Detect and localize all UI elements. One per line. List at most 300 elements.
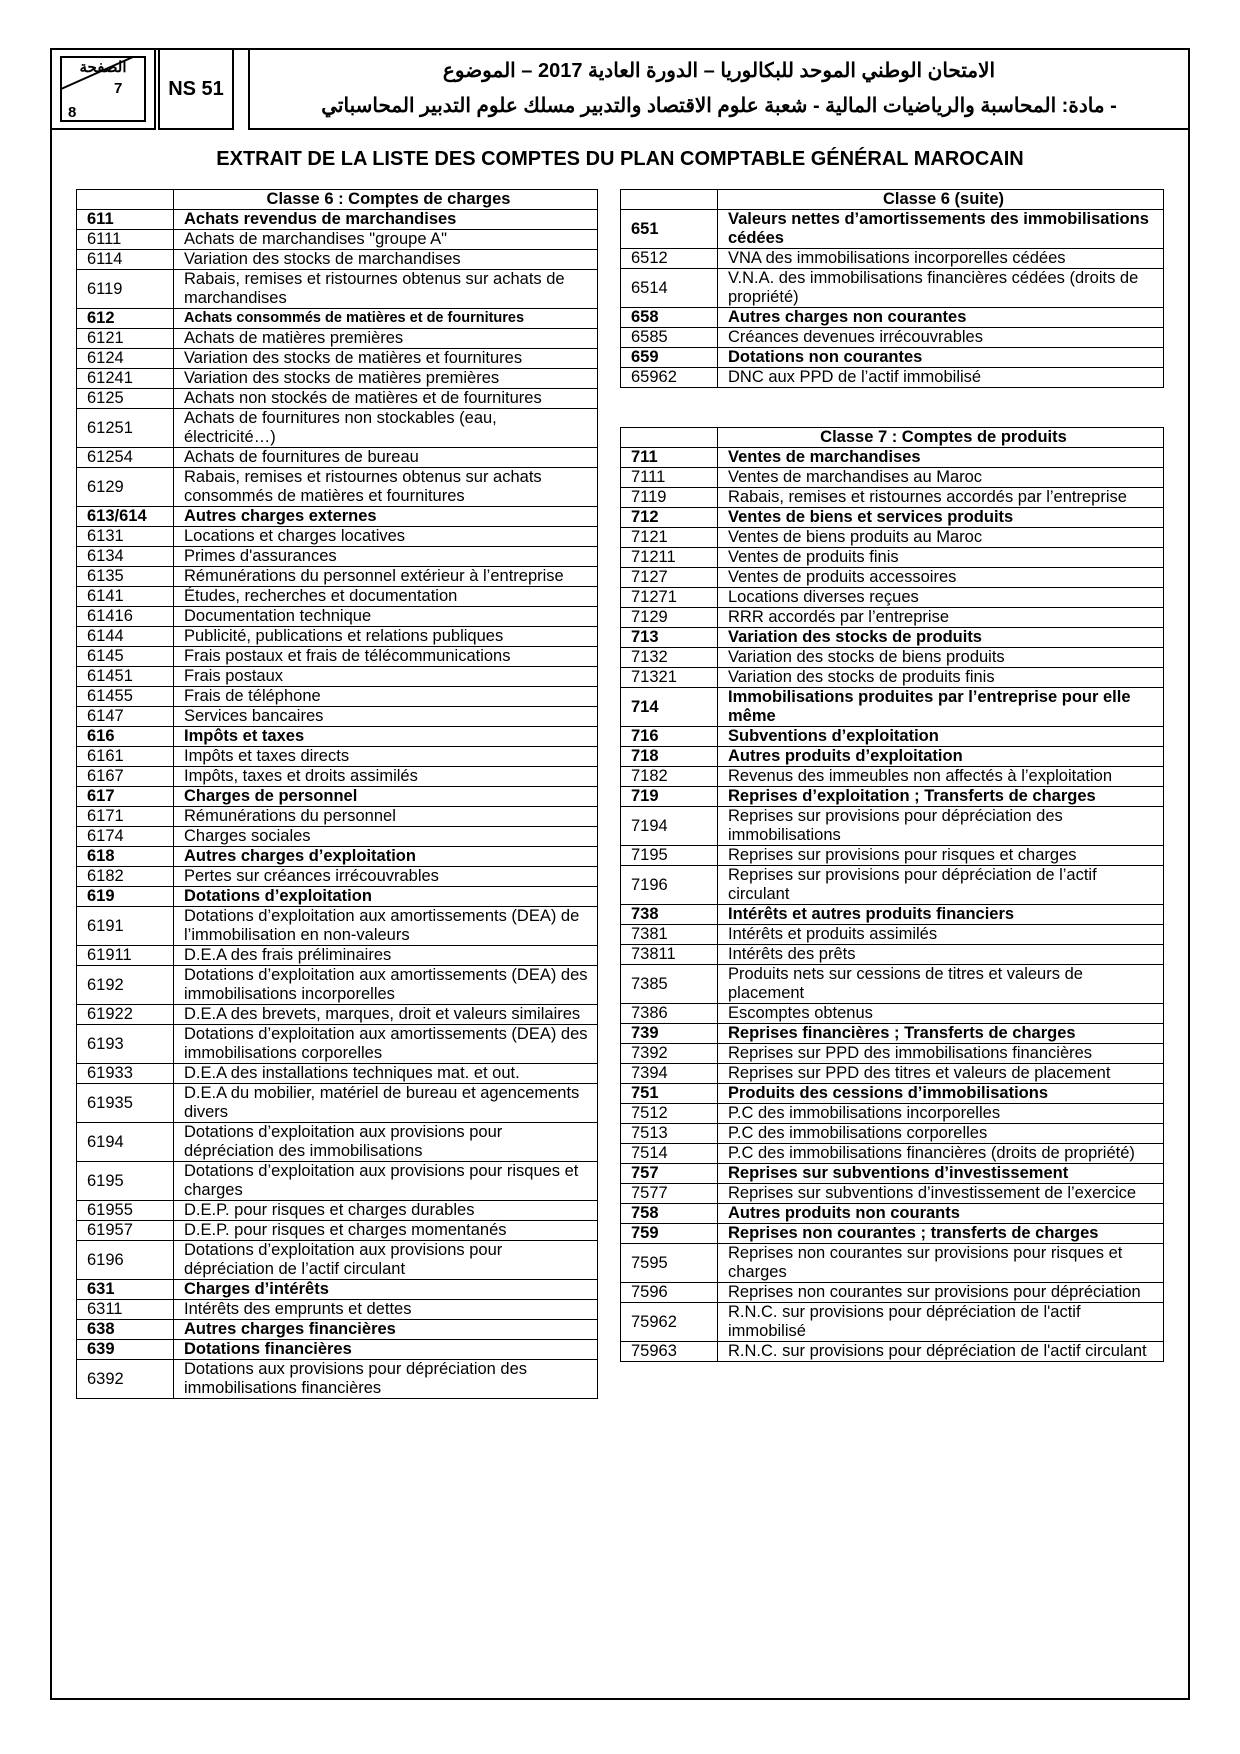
account-label: Reprises sur subventions d’investissement	[718, 1164, 1164, 1184]
table-row	[77, 527, 598, 547]
table-row	[621, 468, 1164, 488]
table-row	[77, 687, 598, 707]
table-row	[621, 508, 1164, 528]
account-label: Impôts et taxes directs	[174, 747, 598, 767]
account-code: 6134	[77, 547, 174, 567]
account-code: 638	[77, 1320, 174, 1340]
table-row	[621, 1064, 1164, 1084]
account-code: 719	[621, 787, 718, 807]
exam-title-line1: الامتحان الوطني الموحد للبكالوريا – الدورة العادية 2017 – الموضوع	[442, 60, 996, 82]
account-code: 711	[621, 448, 718, 468]
table-row	[621, 866, 1164, 905]
table-header: Classe 6 (suite)	[718, 190, 1164, 210]
table-row	[621, 328, 1164, 348]
table-row	[77, 567, 598, 587]
account-code: 7121	[621, 528, 718, 548]
account-code: 7127	[621, 568, 718, 588]
table-row	[621, 965, 1164, 1004]
table-row	[77, 807, 598, 827]
account-code: 6131	[77, 527, 174, 547]
table-row	[77, 1241, 598, 1280]
account-label: Autres charges d’exploitation	[174, 847, 598, 867]
account-code: 712	[621, 508, 718, 528]
table-header-row	[621, 428, 1164, 448]
account-code: 751	[621, 1084, 718, 1104]
account-label: Autres charges financières	[174, 1320, 598, 1340]
account-code: 6182	[77, 867, 174, 887]
table-row	[77, 270, 598, 309]
account-label: Dotations d’exploitation aux amortissements (DEA) de l’immobilisation en non-valeurs	[174, 907, 598, 946]
account-code: 658	[621, 308, 718, 328]
table-row	[77, 468, 598, 507]
account-label: VNA des immobilisations incorporelles cédées	[718, 249, 1164, 269]
table-row	[77, 607, 598, 627]
account-code: 7196	[621, 866, 718, 905]
account-code: 6119	[77, 270, 174, 309]
account-label: Locations et charges locatives	[174, 527, 598, 547]
table-row	[77, 448, 598, 468]
account-code: 639	[77, 1340, 174, 1360]
account-label: Charges d’intérêts	[174, 1280, 598, 1300]
account-code: 613/614	[77, 507, 174, 527]
account-code: 7386	[621, 1004, 718, 1024]
table-row	[77, 1300, 598, 1320]
account-label: Autres produits non courants	[718, 1204, 1164, 1224]
account-label: Frais postaux et frais de télécommunications	[174, 647, 598, 667]
account-label: Documentation technique	[174, 607, 598, 627]
account-label: Créances devenues irrécouvrables	[718, 328, 1164, 348]
table-row	[621, 648, 1164, 668]
table-row	[77, 1221, 598, 1241]
table-row	[77, 210, 598, 230]
account-label: Rabais, remises et ristournes accordés par l’entreprise	[718, 488, 1164, 508]
account-code: 738	[621, 905, 718, 925]
account-code: 61957	[77, 1221, 174, 1241]
account-label: Achats non stockés de matières et de fournitures	[174, 389, 598, 409]
account-code: 758	[621, 1204, 718, 1224]
table-row	[621, 488, 1164, 508]
table-row	[621, 548, 1164, 568]
account-label: Produits des cessions d’immobilisations	[718, 1084, 1164, 1104]
account-code: 6161	[77, 747, 174, 767]
table-row	[621, 1342, 1164, 1362]
account-label: Reprises d’exploitation ; Transferts de charges	[718, 787, 1164, 807]
table-row	[77, 647, 598, 667]
exam-code: NS 51	[158, 48, 234, 130]
table-row	[621, 368, 1164, 388]
account-label: Variation des stocks de matières premières	[174, 369, 598, 389]
page-number-inner	[60, 56, 146, 122]
account-label: Achats revendus de marchandises	[174, 210, 598, 230]
account-code: 6514	[621, 269, 718, 308]
account-code: 7595	[621, 1244, 718, 1283]
table-row	[621, 1244, 1164, 1283]
account-code: 716	[621, 727, 718, 747]
account-code: 61455	[77, 687, 174, 707]
table-row	[621, 688, 1164, 727]
table-row	[621, 1144, 1164, 1164]
table-row	[77, 1005, 598, 1025]
table-header-row	[77, 190, 598, 210]
table-row	[77, 1201, 598, 1221]
account-code: 7577	[621, 1184, 718, 1204]
table-row	[621, 668, 1164, 688]
account-label: Reprises sur provisions pour risques et charges	[718, 846, 1164, 866]
account-label: Rémunérations du personnel extérieur à l’entreprise	[174, 567, 598, 587]
account-label: RRR accordés par l’entreprise	[718, 608, 1164, 628]
account-code: 612	[77, 309, 174, 329]
account-code: 6135	[77, 567, 174, 587]
table-row	[77, 1084, 598, 1123]
account-code: 61451	[77, 667, 174, 687]
table-row	[621, 1004, 1164, 1024]
account-code: 71271	[621, 588, 718, 608]
account-code: 7194	[621, 807, 718, 846]
account-code: 619	[77, 887, 174, 907]
table-row	[77, 1162, 598, 1201]
account-label: Variation des stocks de biens produits	[718, 648, 1164, 668]
account-label: Dotations d’exploitation aux provisions pour dépréciation des immobilisations	[174, 1123, 598, 1162]
account-label: Achats de fournitures non stockables (eau, électricité…)	[174, 409, 598, 448]
account-code: 7129	[621, 608, 718, 628]
table-row	[77, 1340, 598, 1360]
table-row	[77, 727, 598, 747]
account-label: D.E.A du mobilier, matériel de bureau et agencements divers	[174, 1084, 598, 1123]
table-row	[77, 1320, 598, 1340]
account-code: 61933	[77, 1064, 174, 1084]
account-label: Variation des stocks de produits	[718, 628, 1164, 648]
account-code: 6193	[77, 1025, 174, 1064]
table-row	[77, 250, 598, 270]
account-label: V.N.A. des immobilisations financières cédées (droits de propriété)	[718, 269, 1164, 308]
account-code: 61251	[77, 409, 174, 448]
account-label: P.C des immobilisations incorporelles	[718, 1104, 1164, 1124]
table-row	[77, 587, 598, 607]
account-code: 6392	[77, 1360, 174, 1399]
account-label: Frais postaux	[174, 667, 598, 687]
table-header: Classe 6 : Comptes de charges	[174, 190, 598, 210]
table-row	[621, 528, 1164, 548]
account-label: Frais de téléphone	[174, 687, 598, 707]
account-label: Ventes de produits accessoires	[718, 568, 1164, 588]
page-number-box	[50, 48, 156, 130]
account-label: D.E.A des brevets, marques, droit et valeurs similaires	[174, 1005, 598, 1025]
account-code: 6196	[77, 1241, 174, 1280]
header-empty-cell	[77, 190, 174, 210]
account-label: Valeurs nettes d’amortissements des immobilisations cédées	[718, 210, 1164, 249]
account-label: Intérêts et autres produits financiers	[718, 905, 1164, 925]
account-label: DNC aux PPD de l’actif immobilisé	[718, 368, 1164, 388]
table-row	[621, 925, 1164, 945]
account-label: Achats de marchandises "groupe A"	[174, 230, 598, 250]
table-row	[621, 787, 1164, 807]
table-row	[77, 547, 598, 567]
table-row	[77, 827, 598, 847]
account-code: 71321	[621, 668, 718, 688]
account-code: 611	[77, 210, 174, 230]
account-label: Dotations aux provisions pour dépréciation des immobilisations financières	[174, 1360, 598, 1399]
table-row	[621, 588, 1164, 608]
table-row	[77, 887, 598, 907]
table-row	[621, 1044, 1164, 1064]
table-row	[77, 946, 598, 966]
account-label: Locations diverses reçues	[718, 588, 1164, 608]
account-code: 7394	[621, 1064, 718, 1084]
classe7-table	[620, 427, 1164, 1362]
account-label: D.E.P. pour risques et charges momentanés	[174, 1221, 598, 1241]
page-current: 7	[114, 80, 123, 97]
account-label: Services bancaires	[174, 707, 598, 727]
account-code: 6111	[77, 230, 174, 250]
account-code: 651	[621, 210, 718, 249]
account-label: Reprises sur provisions pour dépréciation de l’actif circulant	[718, 866, 1164, 905]
account-label: Ventes de marchandises au Maroc	[718, 468, 1164, 488]
account-code: 7132	[621, 648, 718, 668]
account-label: Reprises financières ; Transferts de charges	[718, 1024, 1164, 1044]
header-empty-cell	[621, 428, 718, 448]
account-code: 6145	[77, 647, 174, 667]
account-code: 6194	[77, 1123, 174, 1162]
account-label: Autres charges externes	[174, 507, 598, 527]
table-row	[621, 1084, 1164, 1104]
table-row	[77, 667, 598, 687]
account-label: Achats de fournitures de bureau	[174, 448, 598, 468]
table-row	[77, 1360, 598, 1399]
account-label: Dotations d’exploitation	[174, 887, 598, 907]
account-label: Dotations d’exploitation aux amortissements (DEA) des immobilisations corporelles	[174, 1025, 598, 1064]
table-row	[621, 1124, 1164, 1144]
account-label: D.E.P. pour risques et charges durables	[174, 1201, 598, 1221]
account-label: Variation des stocks de marchandises	[174, 250, 598, 270]
account-code: 61241	[77, 369, 174, 389]
account-label: Intérêts et produits assimilés	[718, 925, 1164, 945]
table-row	[77, 747, 598, 767]
table-row	[77, 867, 598, 887]
account-code: 6129	[77, 468, 174, 507]
account-label: Rabais, remises et ristournes obtenus sur achats de marchandises	[174, 270, 598, 309]
account-label: Impôts et taxes	[174, 727, 598, 747]
table-row	[621, 568, 1164, 588]
table-row	[621, 905, 1164, 925]
account-label: D.E.A des installations techniques mat. et out.	[174, 1064, 598, 1084]
account-label: Dotations financières	[174, 1340, 598, 1360]
account-label: Dotations d’exploitation aux amortissements (DEA) des immobilisations incorporelles	[174, 966, 598, 1005]
account-label: Immobilisations produites par l’entreprise pour elle même	[718, 688, 1164, 727]
account-code: 6141	[77, 587, 174, 607]
table-row	[621, 249, 1164, 269]
classe6-suite-table	[620, 189, 1164, 388]
account-code: 61922	[77, 1005, 174, 1025]
account-code: 7119	[621, 488, 718, 508]
table-row	[621, 608, 1164, 628]
account-label: Dotations non courantes	[718, 348, 1164, 368]
account-label: Autres produits d’exploitation	[718, 747, 1164, 767]
account-code: 7195	[621, 846, 718, 866]
account-code: 73811	[621, 945, 718, 965]
account-code: 617	[77, 787, 174, 807]
account-label: Pertes sur créances irrécouvrables	[174, 867, 598, 887]
account-code: 616	[77, 727, 174, 747]
classe6-table	[76, 189, 598, 1399]
account-label: Reprises non courantes ; transferts de charges	[718, 1224, 1164, 1244]
table-row	[621, 448, 1164, 468]
account-code: 6147	[77, 707, 174, 727]
table-row	[77, 349, 598, 369]
account-code: 6512	[621, 249, 718, 269]
account-code: 718	[621, 747, 718, 767]
account-label: Reprises sur provisions pour dépréciation des immobilisations	[718, 807, 1164, 846]
table-row	[621, 308, 1164, 328]
exam-title-line2: - مادة: المحاسبة والرياضيات المالية - شعبة علوم الاقتصاد والتدبير مسلك علوم التدبير المحاسباتي	[321, 95, 1117, 117]
account-code: 739	[621, 1024, 718, 1044]
account-code: 6171	[77, 807, 174, 827]
table-row	[77, 1025, 598, 1064]
table-row	[621, 1283, 1164, 1303]
table-header: Classe 7 : Comptes de produits	[718, 428, 1164, 448]
table-row	[77, 966, 598, 1005]
document-title: EXTRAIT DE LA LISTE DES COMPTES DU PLAN COMPTABLE GÉNÉRAL MAROCAIN	[216, 148, 1024, 170]
account-code: 6191	[77, 907, 174, 946]
account-code: 61254	[77, 448, 174, 468]
account-code: 61911	[77, 946, 174, 966]
table-row	[621, 1224, 1164, 1244]
account-code: 6585	[621, 328, 718, 348]
account-label: Ventes de produits finis	[718, 548, 1164, 568]
account-code: 71211	[621, 548, 718, 568]
account-label: Ventes de biens et services produits	[718, 508, 1164, 528]
account-code: 6195	[77, 1162, 174, 1201]
table-row	[77, 409, 598, 448]
account-label: Reprises non courantes sur provisions pour dépréciation	[718, 1283, 1164, 1303]
table-row	[77, 767, 598, 787]
table-row	[77, 329, 598, 349]
account-label: Ventes de biens produits au Maroc	[718, 528, 1164, 548]
table-row	[621, 747, 1164, 767]
table-header-row	[621, 190, 1164, 210]
account-code: 6121	[77, 329, 174, 349]
table-row	[77, 389, 598, 409]
account-code: 7513	[621, 1124, 718, 1144]
account-label: Charges de personnel	[174, 787, 598, 807]
table-row	[621, 628, 1164, 648]
table-row	[77, 847, 598, 867]
account-label: D.E.A des frais préliminaires	[174, 946, 598, 966]
account-code: 7111	[621, 468, 718, 488]
exam-title-box	[248, 48, 1190, 130]
page-total: 8	[68, 104, 77, 121]
account-code: 65962	[621, 368, 718, 388]
account-label: Autres charges non courantes	[718, 308, 1164, 328]
account-code: 757	[621, 1164, 718, 1184]
account-label: Primes d'assurances	[174, 547, 598, 567]
account-label: Achats consommés de matières et de fournitures	[174, 309, 598, 329]
account-label: Reprises non courantes sur provisions pour risques et charges	[718, 1244, 1164, 1283]
account-label: Escomptes obtenus	[718, 1004, 1164, 1024]
account-code: 6144	[77, 627, 174, 647]
account-code: 75962	[621, 1303, 718, 1342]
account-label: P.C des immobilisations corporelles	[718, 1124, 1164, 1144]
account-code: 7596	[621, 1283, 718, 1303]
account-label: R.N.C. sur provisions pour dépréciation de l'actif immobilisé	[718, 1303, 1164, 1342]
account-code: 61955	[77, 1201, 174, 1221]
account-code: 6311	[77, 1300, 174, 1320]
account-label: Reprises sur PPD des immobilisations financières	[718, 1044, 1164, 1064]
table-row	[77, 507, 598, 527]
table-row	[621, 210, 1164, 249]
table-row	[77, 309, 598, 329]
account-code: 6124	[77, 349, 174, 369]
account-code: 6167	[77, 767, 174, 787]
account-label: Impôts, taxes et droits assimilés	[174, 767, 598, 787]
account-label: Dotations d’exploitation aux provisions pour dépréciation de l’actif circulant	[174, 1241, 598, 1280]
table-row	[621, 269, 1164, 308]
table-row	[621, 767, 1164, 787]
account-label: Rémunérations du personnel	[174, 807, 598, 827]
table-row	[77, 707, 598, 727]
account-code: 61935	[77, 1084, 174, 1123]
table-row	[621, 945, 1164, 965]
table-row	[77, 1280, 598, 1300]
account-label: Intérêts des emprunts et dettes	[174, 1300, 598, 1320]
page-label: الصفحة	[79, 59, 127, 76]
account-code: 6114	[77, 250, 174, 270]
table-row	[621, 1303, 1164, 1342]
account-code: 75963	[621, 1342, 718, 1362]
table-row	[77, 230, 598, 250]
account-label: Revenus des immeubles non affectés à l’exploitation	[718, 767, 1164, 787]
account-code: 6192	[77, 966, 174, 1005]
account-code: 659	[621, 348, 718, 368]
table-row	[621, 1164, 1164, 1184]
account-label: Variation des stocks de produits finis	[718, 668, 1164, 688]
account-code: 7512	[621, 1104, 718, 1124]
account-label: P.C des immobilisations financières (droits de propriété)	[718, 1144, 1164, 1164]
account-code: 6125	[77, 389, 174, 409]
table-row	[77, 787, 598, 807]
account-code: 714	[621, 688, 718, 727]
account-label: Variation des stocks de matières et fournitures	[174, 349, 598, 369]
table-row	[621, 348, 1164, 368]
account-code: 7381	[621, 925, 718, 945]
account-code: 618	[77, 847, 174, 867]
account-code: 61416	[77, 607, 174, 627]
account-label: Publicité, publications et relations publiques	[174, 627, 598, 647]
account-label: Intérêts des prêts	[718, 945, 1164, 965]
account-label: Achats de matières premières	[174, 329, 598, 349]
account-code: 631	[77, 1280, 174, 1300]
table-row	[77, 369, 598, 389]
account-label: Dotations d’exploitation aux provisions pour risques et charges	[174, 1162, 598, 1201]
account-label: Études, recherches et documentation	[174, 587, 598, 607]
header-empty-cell	[621, 190, 718, 210]
table-row	[77, 907, 598, 946]
table-row	[621, 807, 1164, 846]
account-code: 6174	[77, 827, 174, 847]
account-code: 7385	[621, 965, 718, 1004]
account-code: 7182	[621, 767, 718, 787]
account-label: Rabais, remises et ristournes obtenus sur achats consommés de matières et fournitures	[174, 468, 598, 507]
table-row	[621, 1104, 1164, 1124]
table-row	[621, 1184, 1164, 1204]
account-code: 759	[621, 1224, 718, 1244]
account-label: R.N.C. sur provisions pour dépréciation de l'actif circulant	[718, 1342, 1164, 1362]
table-row	[621, 1204, 1164, 1224]
table-row	[621, 846, 1164, 866]
account-code: 7392	[621, 1044, 718, 1064]
account-label: Subventions d’exploitation	[718, 727, 1164, 747]
table-row	[77, 1064, 598, 1084]
table-row	[621, 727, 1164, 747]
